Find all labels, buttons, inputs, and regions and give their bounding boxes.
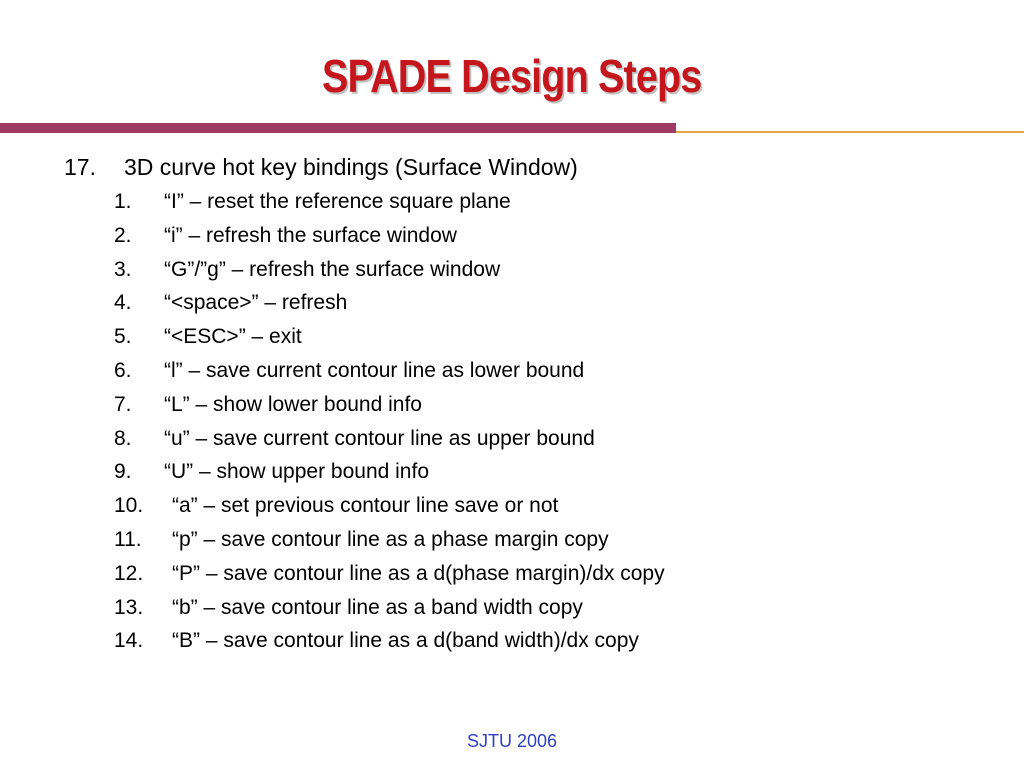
list-item-number: 1. bbox=[114, 190, 132, 213]
list-item-text: “I” – reset the reference square plane bbox=[164, 190, 511, 213]
list-item-number: 10. bbox=[114, 494, 144, 518]
list-item bbox=[114, 422, 665, 456]
list-item bbox=[114, 354, 665, 388]
list-item-number: 8. bbox=[114, 426, 132, 450]
slide-title: SPADE Design Steps bbox=[321, 50, 702, 102]
list-item-number: 11. bbox=[114, 527, 142, 551]
list-item bbox=[114, 591, 665, 625]
list-item bbox=[114, 557, 665, 591]
list-item-text: “U” – show upper bound info bbox=[164, 460, 429, 484]
list-item-text: “P” – save contour line as a d(phase margin)/dx copy bbox=[172, 561, 665, 585]
list-item bbox=[114, 219, 665, 253]
list-item-number: 5. bbox=[114, 325, 132, 349]
list-item-number: 3. bbox=[114, 257, 132, 281]
list-item-number: 6. bbox=[114, 358, 132, 382]
list-item-number: 2. bbox=[114, 223, 132, 247]
list-item bbox=[114, 523, 665, 557]
list-item-text: “B” – save contour line as a d(band width)/dx copy bbox=[172, 629, 639, 653]
list-item bbox=[114, 624, 665, 658]
list-item-text: “p” – save contour line as a phase margin copy bbox=[172, 527, 609, 551]
step-heading-number: 17. bbox=[64, 154, 96, 180]
list-item bbox=[114, 388, 665, 422]
list-item-text: “u” – save current contour line as upper bound bbox=[164, 426, 595, 450]
list-item bbox=[114, 489, 665, 523]
list-item-text: “a” – set previous contour line save or not bbox=[172, 494, 559, 518]
step-heading bbox=[64, 153, 578, 181]
list-item-text: “L” – show lower bound info bbox=[164, 392, 422, 416]
list-item-number: 4. bbox=[114, 291, 132, 315]
list-item bbox=[114, 185, 665, 219]
list-item-number: 9. bbox=[114, 460, 132, 484]
list-item-number: 14. bbox=[114, 629, 144, 653]
list-item bbox=[114, 253, 665, 287]
footer-text: SJTU 2006 bbox=[466, 731, 558, 751]
list-item-text: “<space>” – refresh bbox=[164, 291, 348, 315]
list-item-text: “G”/”g” – refresh the surface window bbox=[164, 257, 501, 281]
list-item-text: “<ESC>” – exit bbox=[164, 325, 302, 349]
list-item-number: 12. bbox=[114, 561, 144, 585]
list-item bbox=[114, 455, 665, 489]
hotkey-list bbox=[114, 185, 665, 658]
list-item-text: “i” – refresh the surface window bbox=[164, 223, 457, 247]
step-heading-text: 3D curve hot key bindings (Surface Window) bbox=[124, 154, 578, 180]
list-item-number: 7. bbox=[114, 392, 132, 416]
list-item bbox=[114, 320, 665, 354]
title-divider-accent bbox=[0, 123, 676, 133]
title-divider-line bbox=[676, 131, 1024, 133]
list-item-text: “l” – save current contour line as lower bound bbox=[164, 358, 585, 382]
list-item-number: 13. bbox=[114, 595, 144, 619]
list-item bbox=[114, 286, 665, 320]
list-item-text: “b” – save contour line as a band width copy bbox=[172, 595, 583, 619]
